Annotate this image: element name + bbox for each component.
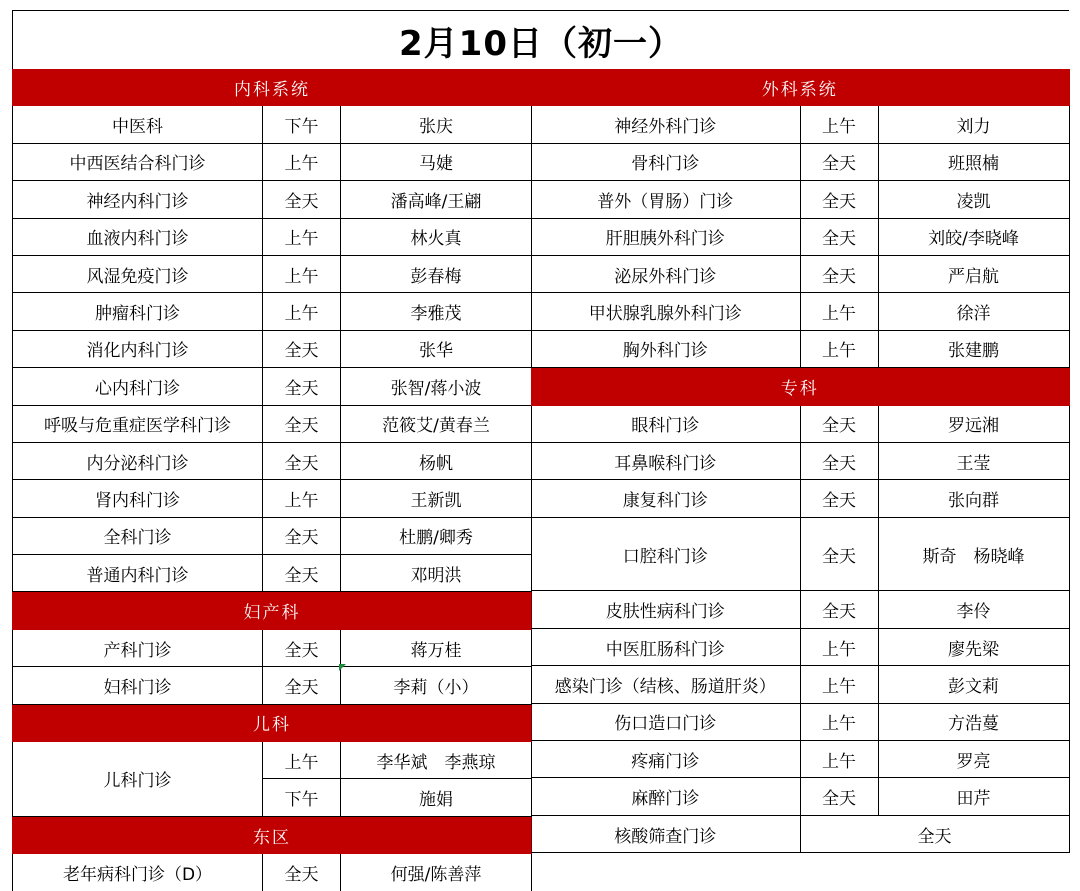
table-row	[13, 106, 532, 143]
table-row	[531, 181, 1069, 218]
table-row	[13, 368, 532, 405]
department-cell: 儿科门诊	[13, 742, 263, 817]
department-cell: 皮肤性病科门诊	[531, 591, 800, 628]
department-cell: 神经内科门诊	[13, 181, 263, 218]
time-cell: 全天	[800, 405, 878, 442]
department-cell: 心内科门诊	[13, 368, 263, 405]
table-row	[13, 555, 532, 592]
doctor-cell: 何强/陈善萍	[341, 854, 532, 891]
department-cell: 肾内科门诊	[13, 480, 263, 517]
time-cell: 上午	[800, 330, 878, 367]
time-cell: 上午	[800, 628, 878, 665]
table-row	[531, 703, 1069, 740]
table-row	[531, 218, 1069, 255]
table-row	[531, 517, 1069, 591]
table-row	[13, 854, 532, 891]
cell-comment-marker	[339, 664, 346, 671]
department-cell: 风湿免疫门诊	[13, 255, 263, 292]
table-row	[13, 143, 532, 180]
doctor-cell: 田芹	[878, 778, 1069, 815]
time-cell: 全天	[800, 815, 1069, 852]
time-cell: 全天	[263, 330, 341, 367]
table-row	[531, 628, 1069, 665]
table-row	[531, 741, 1069, 778]
doctor-cell: 邓明洪	[341, 555, 532, 592]
department-cell: 胸外科门诊	[531, 330, 800, 367]
time-cell: 全天	[800, 143, 878, 180]
section-obstetrics-gynecology: 妇产科	[13, 592, 532, 629]
department-cell: 麻醉门诊	[531, 778, 800, 815]
department-cell: 老年病科门诊（D）	[13, 854, 263, 891]
table-row	[13, 480, 532, 517]
time-cell: 全天	[800, 591, 878, 628]
department-cell: 妇科门诊	[13, 667, 263, 704]
section-east-district: 东区	[13, 816, 532, 853]
doctor-cell: 杜鹏/卿秀	[341, 517, 532, 554]
time-cell: 上午	[263, 255, 341, 292]
time-cell: 上午	[263, 143, 341, 180]
doctor-cell: 严启航	[878, 255, 1069, 292]
doctor-cell: 张向群	[878, 480, 1069, 517]
department-cell: 耳鼻喉科门诊	[531, 442, 800, 479]
table-row	[531, 405, 1069, 442]
doctor-cell: 王新凯	[341, 480, 532, 517]
table-row	[13, 442, 532, 479]
time-cell: 全天	[800, 778, 878, 815]
department-cell: 普外（胃肠）门诊	[531, 181, 800, 218]
department-cell: 肿瘤科门诊	[13, 293, 263, 330]
doctor-cell: 彭文莉	[878, 666, 1069, 703]
doctor-cell: 罗亮	[878, 741, 1069, 778]
doctor-cell: 凌凯	[878, 181, 1069, 218]
doctor-cell: 廖先梁	[878, 628, 1069, 665]
table-row	[531, 442, 1069, 479]
time-cell: 全天	[263, 181, 341, 218]
table-row	[531, 255, 1069, 292]
department-cell: 核酸筛查门诊	[531, 815, 800, 852]
table-row	[13, 330, 532, 367]
time-cell: 下午	[263, 106, 341, 143]
department-cell: 甲状腺乳腺外科门诊	[531, 293, 800, 330]
time-cell: 上午	[800, 741, 878, 778]
section-header-row	[13, 592, 532, 629]
section-internal-medicine: 内科系统	[13, 69, 532, 106]
department-cell: 康复科门诊	[531, 480, 800, 517]
time-cell: 全天	[263, 667, 341, 704]
table-row	[13, 218, 532, 255]
department-cell: 血液内科门诊	[13, 218, 263, 255]
doctor-cell: 施娟	[341, 779, 532, 816]
department-cell: 全科门诊	[13, 517, 263, 554]
table-row	[13, 517, 532, 554]
doctor-cell: 方浩蔓	[878, 703, 1069, 740]
table-row	[531, 666, 1069, 703]
doctor-cell: 李伶	[878, 591, 1069, 628]
time-cell: 全天	[800, 517, 878, 591]
department-cell: 神经外科门诊	[531, 106, 800, 143]
doctor-cell: 李华斌 李燕琼	[341, 742, 532, 779]
table-row	[531, 480, 1069, 517]
department-cell: 口腔科门诊	[531, 517, 800, 591]
table-row	[13, 742, 532, 779]
doctor-cell: 张庆	[341, 106, 532, 143]
department-cell: 中西医结合科门诊	[13, 143, 263, 180]
department-cell: 疼痛门诊	[531, 741, 800, 778]
time-cell: 全天	[263, 517, 341, 554]
department-cell: 肝胆胰外科门诊	[531, 218, 800, 255]
table-row	[531, 106, 1069, 143]
doctor-cell: 李雅茂	[341, 293, 532, 330]
table-row	[13, 181, 532, 218]
department-cell: 中医科	[13, 106, 263, 143]
doctor-cell: 杨帆	[341, 442, 532, 479]
time-cell: 上午	[263, 480, 341, 517]
table-row	[531, 330, 1069, 367]
doctor-cell: 刘皎/李晓峰	[878, 218, 1069, 255]
table-row	[13, 293, 532, 330]
doctor-cell: 潘高峰/王翩	[341, 181, 532, 218]
section-surgery: 外科系统	[531, 69, 1069, 106]
department-cell: 伤口造口门诊	[531, 703, 800, 740]
doctor-cell: 林火真	[341, 218, 532, 255]
doctor-cell: 张建鹏	[878, 330, 1069, 367]
time-cell: 全天	[263, 405, 341, 442]
time-cell: 上午	[800, 703, 878, 740]
time-cell: 全天	[800, 255, 878, 292]
page-title: 2月10日（初一）	[12, 10, 1069, 69]
department-cell: 中医肛肠科门诊	[531, 628, 800, 665]
doctor-cell: 徐洋	[878, 293, 1069, 330]
department-cell: 普通内科门诊	[13, 555, 263, 592]
right-schedule-table	[531, 69, 1070, 853]
time-cell: 上午	[263, 742, 341, 779]
table-row	[531, 778, 1069, 815]
time-cell: 全天	[800, 442, 878, 479]
section-header-row	[13, 816, 532, 853]
table-row	[13, 405, 532, 442]
doctor-cell: 刘力	[878, 106, 1069, 143]
doctor-cell: 李莉（小）	[341, 667, 532, 704]
time-cell: 上午	[800, 106, 878, 143]
department-cell: 产科门诊	[13, 629, 263, 666]
time-cell: 上午	[263, 293, 341, 330]
table-row	[13, 667, 532, 704]
time-cell: 全天	[800, 218, 878, 255]
department-cell: 眼科门诊	[531, 405, 800, 442]
department-cell: 感染门诊（结核、肠道肝炎）	[531, 666, 800, 703]
section-header-row	[13, 704, 532, 741]
section-header-row	[531, 69, 1069, 106]
table-row	[13, 629, 532, 666]
doctor-cell: 班照楠	[878, 143, 1069, 180]
time-cell: 全天	[263, 442, 341, 479]
table-row	[531, 143, 1069, 180]
time-cell: 上午	[800, 666, 878, 703]
time-cell: 下午	[263, 779, 341, 816]
time-cell: 全天	[800, 181, 878, 218]
time-cell: 全天	[800, 480, 878, 517]
section-header-row	[531, 368, 1069, 405]
doctor-cell: 斯奇 杨晓峰	[878, 517, 1069, 591]
doctor-cell: 张华	[341, 330, 532, 367]
section-pediatrics: 儿科	[13, 704, 532, 741]
doctor-cell: 王莹	[878, 442, 1069, 479]
doctor-cell: 彭春梅	[341, 255, 532, 292]
time-cell: 全天	[263, 629, 341, 666]
section-header-row	[13, 69, 532, 106]
table-row	[13, 255, 532, 292]
table-row	[531, 591, 1069, 628]
time-cell: 全天	[263, 555, 341, 592]
table-row	[531, 815, 1069, 852]
department-cell: 呼吸与危重症医学科门诊	[13, 405, 263, 442]
left-schedule-table	[12, 69, 532, 891]
time-cell: 上午	[263, 218, 341, 255]
department-cell: 消化内科门诊	[13, 330, 263, 367]
time-cell: 全天	[263, 368, 341, 405]
table-row	[531, 293, 1069, 330]
doctor-cell: 范筱艾/黄春兰	[341, 405, 532, 442]
department-cell: 泌尿外科门诊	[531, 255, 800, 292]
time-cell: 全天	[263, 854, 341, 891]
department-cell: 内分泌科门诊	[13, 442, 263, 479]
doctor-cell: 罗远湘	[878, 405, 1069, 442]
section-specialty: 专科	[531, 368, 1069, 405]
doctor-cell: 张智/蒋小波	[341, 368, 532, 405]
time-cell: 上午	[800, 293, 878, 330]
doctor-cell: 马婕	[341, 143, 532, 180]
doctor-cell: 蒋万桂	[341, 629, 532, 666]
department-cell: 骨科门诊	[531, 143, 800, 180]
